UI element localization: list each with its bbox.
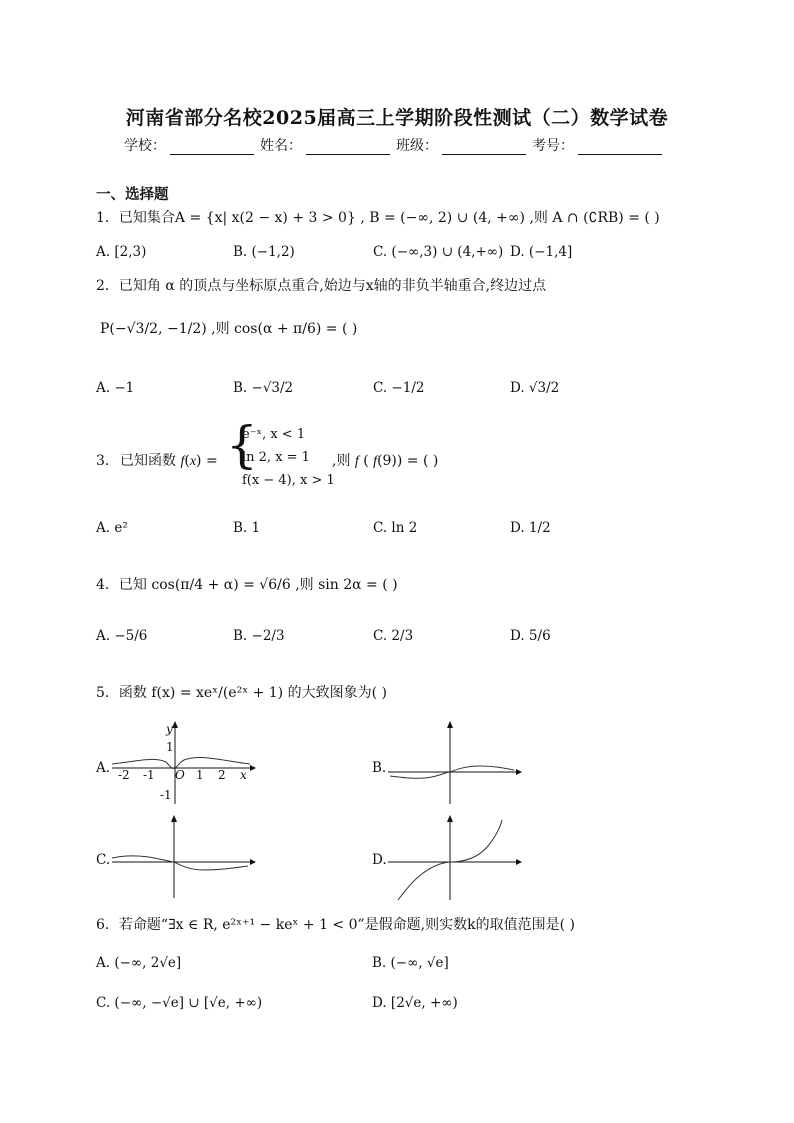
- question-number: 4．: [96, 577, 119, 593]
- q5a-tick-neg2: -2: [118, 768, 130, 782]
- question-3-number: 3．: [96, 453, 119, 469]
- section-title: 一、选择题: [96, 186, 169, 203]
- q2-option-c: C. −1/2: [373, 380, 425, 396]
- q1-option-d: D. (−1,4]: [510, 244, 573, 260]
- q5a-tick-1: 1: [196, 768, 204, 782]
- q5-graph-a: [108, 720, 258, 806]
- question-2-point: P(−√3/2, −1/2) ,则 cos(α + π/6) = ( ): [100, 321, 358, 337]
- case-3: f(x − 4), x > 1: [242, 472, 335, 488]
- question-number: 2．: [96, 278, 119, 294]
- q3-option-c: C. ln 2: [373, 520, 418, 536]
- question-text: 函数 f(x) = xeˣ/(e²ˣ + 1) 的大致图象为( ): [118, 685, 387, 701]
- student-info-line: [124, 135, 668, 155]
- question-number: 5．: [96, 685, 119, 701]
- q5-option-b-label: B.: [372, 760, 387, 776]
- q5a-tick-2: 2: [218, 768, 226, 782]
- question-3-suffix: ,则 f ( f(9)) = ( ): [332, 453, 439, 469]
- question-5-stem: [96, 682, 387, 702]
- question-2-stem: [96, 275, 546, 295]
- q6-option-a: A. (−∞, 2√e]: [96, 955, 182, 971]
- school-label: 学校：: [124, 138, 166, 154]
- q3-option-a: A. e²: [96, 520, 128, 536]
- class-field[interactable]: [442, 140, 526, 155]
- exam-number-field[interactable]: [578, 140, 662, 155]
- question-number: 1．: [96, 210, 119, 226]
- question-text: 已知集合A = {x| x(2 − x) + 3 > 0} , B = (−∞, 2) ∪ (4, +∞) ,则 A ∩ (∁RB) = ( ): [118, 210, 660, 226]
- question-text: 已知 cos(π/4 + α) = √6/6 ,则 sin 2α = ( ): [118, 577, 398, 593]
- q5a-x-label: x: [240, 768, 247, 782]
- q4-option-a: A. −5/6: [96, 628, 148, 644]
- q5a-tick-y1: 1: [166, 740, 174, 754]
- q5a-y-label: y: [166, 722, 173, 736]
- question-number: 6．: [96, 917, 119, 933]
- q5a-tick-yneg1: -1: [160, 788, 172, 802]
- question-3-cases: [242, 424, 335, 492]
- q5-graph-c: [108, 814, 258, 900]
- q4-option-c: C. 2/3: [373, 628, 414, 644]
- exam-number-label: 考号：: [532, 138, 574, 154]
- q5-option-a-label: A.: [96, 760, 111, 776]
- q6-option-b: B. (−∞, √e]: [372, 955, 449, 971]
- q6-option-d: D. [2√e, +∞): [372, 995, 458, 1011]
- q5-graph-d: [384, 814, 524, 904]
- exam-title: 河南省部分名校2025届高三上学期阶段性测试（二）数学试卷: [125, 107, 669, 129]
- q4-option-d: D. 5/6: [510, 628, 551, 644]
- case-1: e⁻ˣ, x < 1: [242, 427, 306, 442]
- question-text: 已知角 α 的顶点与坐标原点重合,始边与x轴的非负半轴重合,终边过点: [118, 278, 547, 294]
- case-2: ln 2, x = 1: [242, 449, 310, 465]
- name-label: 姓名：: [260, 138, 302, 154]
- question-6-stem: [96, 914, 575, 934]
- question-4-stem: [96, 574, 398, 594]
- question-3-brace: {: [226, 416, 258, 474]
- q2-option-d: D. √3/2: [510, 380, 560, 396]
- q1-option-c: C. (−∞,3) ∪ (4,+∞): [373, 244, 504, 260]
- q2-option-a: A. −1: [96, 380, 135, 396]
- q5a-tick-neg1: -1: [143, 768, 155, 782]
- question-1-stem: [96, 207, 660, 227]
- q5-option-d-label: D.: [372, 852, 387, 868]
- q5-graph-b: [384, 720, 524, 806]
- q4-option-b: B. −2/3: [233, 628, 285, 644]
- q1-option-b: B. (−1,2): [233, 244, 295, 260]
- q3-option-b: B. 1: [233, 520, 261, 536]
- q3-option-d: D. 1/2: [510, 520, 551, 536]
- class-label: 班级：: [396, 138, 438, 154]
- q5-option-c-label: C.: [96, 852, 111, 868]
- q1-option-a: A. [2,3): [96, 244, 147, 260]
- name-field[interactable]: [306, 140, 390, 155]
- question-text: 若命题“∃x ∈ R, e²ˣ⁺¹ − keˣ + 1 < 0”是假命题,则实数k的取值范围是( ): [118, 917, 575, 933]
- school-field[interactable]: [170, 140, 254, 155]
- q6-option-c: C. (−∞, −√e] ∪ [√e, +∞): [96, 995, 263, 1011]
- q2-option-b: B. −√3/2: [233, 380, 294, 396]
- q5a-origin: O: [175, 768, 185, 782]
- question-3-prefix: 已知函数 f(x) =: [120, 453, 218, 469]
